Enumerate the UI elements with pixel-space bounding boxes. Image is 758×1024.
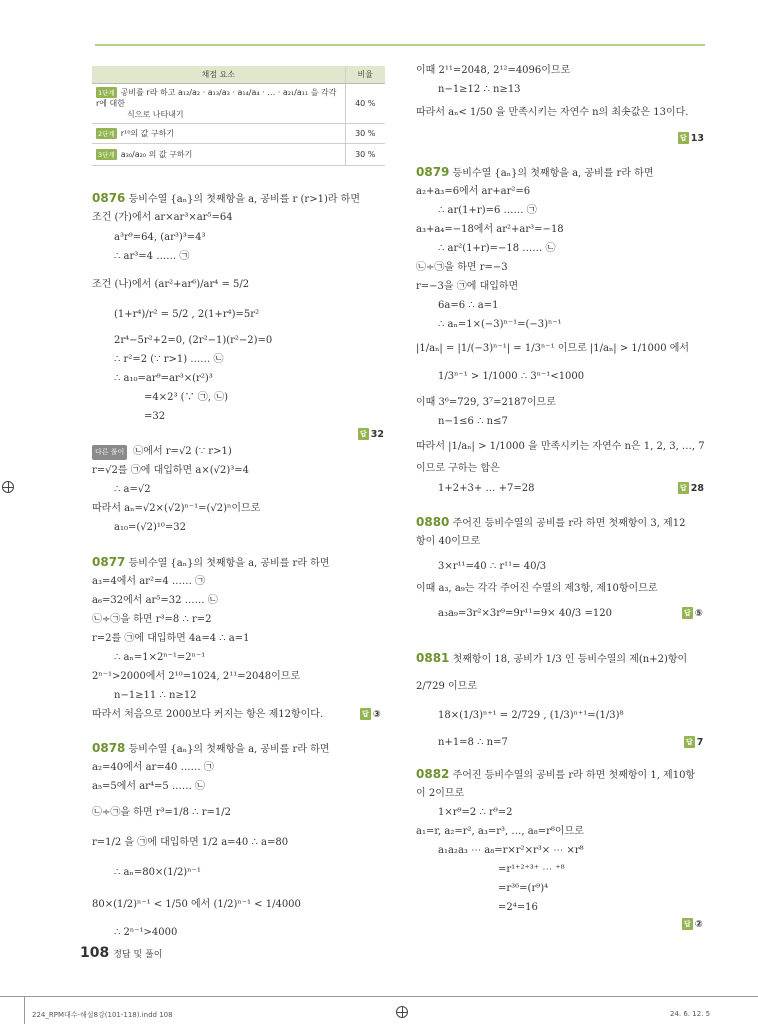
solution-line: ∴ r²=2 (∵ r>1) …… ㉡ bbox=[114, 354, 224, 365]
solution-line: r=2를 ㉠에 대입하면 4a=4 ∴ a=1 bbox=[92, 633, 250, 644]
problem-line bbox=[92, 192, 360, 206]
answer-value: 32 bbox=[370, 429, 384, 440]
solution-line: 조건 (가)에서 ar×ar³×ar⁵=64 bbox=[92, 212, 233, 223]
solution-line: a₃=4에서 ar²=4 …… ㉠ bbox=[92, 576, 206, 587]
row-ratio: 30 % bbox=[345, 143, 385, 165]
solution-line: a₃+a₄=−18에서 ar²+ar³=−18 bbox=[416, 224, 564, 235]
solution-line: 항이 40이므로 bbox=[416, 536, 481, 547]
problem-line bbox=[416, 768, 695, 782]
step-badge: 1단계 bbox=[98, 88, 115, 97]
table-row bbox=[92, 83, 385, 123]
answer-badge: 답 bbox=[360, 430, 367, 438]
solution-line: ∴ a₁₀=ar⁹=ar³×(r²)³ bbox=[114, 373, 213, 384]
solution-line: 따라서 aₙ< 1/50 을 만족시키는 자연수 n의 최솟값은 13이다. bbox=[416, 107, 689, 118]
answer-mark bbox=[358, 428, 384, 440]
solution-line: n+1=8 ∴ n=7 bbox=[438, 737, 508, 748]
solution-line: 1×r⁹=2 ∴ r⁹=2 bbox=[438, 807, 513, 818]
registration-mark-icon bbox=[396, 1006, 408, 1018]
solution-line: 이므로 구하는 합은 bbox=[416, 463, 500, 474]
solution-line: 이 2이므로 bbox=[416, 788, 465, 799]
solution-line: =2⁴=16 bbox=[498, 902, 538, 913]
solution-line: ㉡÷㉠을 하면 r=−3 bbox=[416, 262, 508, 273]
solution-line: n−1≤6 ∴ n≤7 bbox=[438, 416, 508, 427]
solution-line: a₂+a₃=6에서 ar+ar²=6 bbox=[416, 186, 531, 197]
solution-line: a₂=40에서 ar=40 …… ㉠ bbox=[92, 762, 214, 773]
solution-line: n−1≥11 ∴ n≥12 bbox=[114, 690, 197, 701]
solution-line: ∴ ar²(1+r)=−18 …… ㉡ bbox=[438, 243, 556, 254]
answer-mark bbox=[682, 918, 703, 930]
step-badge: 2단계 bbox=[98, 129, 115, 138]
problem-line bbox=[92, 742, 330, 756]
table-header-element: 채점 요소 bbox=[92, 66, 345, 83]
solution-line: 1/3ⁿ⁻¹ > 1/1000 ∴ 3ⁿ⁻¹<1000 bbox=[438, 371, 585, 382]
solution-line: =r³⁶=(r⁹)⁴ bbox=[498, 883, 549, 894]
solution-line: ∴ aₙ=80×(1/2)ⁿ⁻¹ bbox=[114, 867, 201, 878]
solution-line: 2r⁴−5r²+2=0, (2r²−1)(r²−2)=0 bbox=[114, 335, 273, 346]
solution-line: 6a=6 ∴ a=1 bbox=[438, 300, 499, 311]
solution-line: a³r⁹=64, (ar³)³=4³ bbox=[114, 232, 206, 243]
answer-badge: 답 bbox=[684, 920, 691, 928]
answer-badge: 답 bbox=[686, 738, 693, 746]
solution-line: 따라서 |1/aₙ| > 1/1000 을 만족시키는 자연수 n은 1, 2, 3, …, 7 bbox=[416, 441, 705, 452]
problem-number: 0882 bbox=[416, 767, 450, 781]
answer-badge: 답 bbox=[684, 609, 691, 617]
answer-mark bbox=[684, 736, 703, 748]
answer-mark bbox=[678, 132, 704, 144]
line-text: 등비수열 {aₙ}의 첫째항을 a, 공비를 r라 하면 bbox=[128, 558, 330, 569]
solution-line: ∴ ar(1+r)=6 …… ㉠ bbox=[438, 205, 537, 216]
problem-number: 0879 bbox=[416, 165, 450, 179]
line-text: ㉡에서 r=√2 (∵ r>1) bbox=[133, 446, 232, 457]
solution-line: 이때 2¹¹=2048, 2¹²=4096이므로 bbox=[416, 65, 571, 76]
answer-badge: 답 bbox=[680, 134, 687, 142]
slug-date: 24. 6. 12. 5 bbox=[670, 1010, 711, 1018]
answer-value: 28 bbox=[690, 483, 704, 494]
solution-line: r=√2를 ㉠에 대입하면 a×(√2)³=4 bbox=[92, 465, 250, 476]
solution-line: a₅=5에서 ar⁴=5 …… ㉡ bbox=[92, 781, 206, 792]
answer-mark bbox=[360, 708, 381, 720]
answer-badge: 답 bbox=[680, 484, 687, 492]
problem-line bbox=[92, 556, 330, 570]
footer-label: 정답 및 풀이 bbox=[113, 950, 163, 960]
answer-value: ② bbox=[694, 919, 703, 930]
line-text: 등비수열 {aₙ}의 첫째항을 a, 공비를 r (r>1)라 하면 bbox=[128, 194, 361, 205]
solution-line: 따라서 aₙ=√2×(√2)ⁿ⁻¹=(√2)ⁿ이므로 bbox=[92, 503, 261, 514]
solution-line: 조건 (나)에서 (ar²+ar⁶)/ar⁴ = 5/2 bbox=[92, 279, 250, 290]
solution-line: =32 bbox=[144, 411, 166, 422]
table-row bbox=[92, 143, 385, 165]
page-number: 108 bbox=[80, 945, 110, 961]
solution-line: |1/aₙ| = |1/(−3)ⁿ⁻¹| = 1/3ⁿ⁻¹ 이므로 |1/aₙ| > 1/1000 에서 bbox=[416, 343, 690, 354]
solution-line: 이때 3⁶=729, 3⁷=2187이므로 bbox=[416, 397, 556, 408]
solution-line: ∴ a=√2 bbox=[114, 484, 151, 495]
solution-line: 2ⁿ⁻¹>2000에서 2¹⁰=1024, 2¹¹=2048이므로 bbox=[92, 671, 301, 682]
line-text: 주어진 등비수열의 공비를 r라 하면 첫째항이 3, 제12 bbox=[452, 518, 686, 529]
row-text: 공비를 r라 하고 a₁₂/a₂ · a₁₃/a₃ · a₁₄/a₄ · … · a₂₁/a₁₁ 을 각각 r에 대한 bbox=[96, 87, 337, 108]
answer-value: 7 bbox=[696, 737, 704, 748]
row-text: 식으로 나타내기 bbox=[127, 109, 184, 119]
solution-line: ㉡÷㉠을 하면 r³=1/8 ∴ r=1/2 bbox=[92, 807, 231, 818]
problem-number: 0878 bbox=[92, 741, 126, 755]
table-header-ratio: 비율 bbox=[345, 66, 385, 83]
top-rule bbox=[95, 44, 705, 46]
answer-value: 13 bbox=[690, 133, 704, 144]
solution-line: r=−3을 ㉠에 대입하면 bbox=[416, 281, 519, 292]
table-row bbox=[92, 123, 385, 143]
problem-number: 0881 bbox=[416, 651, 450, 665]
solution-line: 18×(1/3)ⁿ⁺¹ = 2/729 , (1/3)ⁿ⁺¹=(1/3)⁸ bbox=[438, 710, 624, 721]
page-footer bbox=[80, 945, 162, 961]
answer-value: ⑤ bbox=[694, 608, 703, 619]
crop-mark bbox=[24, 996, 25, 1024]
answer-value: ③ bbox=[372, 709, 381, 720]
solution-line: =4×2³ (∵ ㉠, ㉡) bbox=[144, 392, 229, 403]
problem-line bbox=[416, 166, 654, 180]
solution-line: n−1≥12 ∴ n≥13 bbox=[438, 84, 521, 95]
solution-line bbox=[92, 445, 232, 460]
answer-badge: 답 bbox=[362, 710, 369, 718]
problem-line bbox=[416, 652, 687, 666]
solution-line: 따라서 처음으로 2000보다 커지는 항은 제12항이다. bbox=[92, 709, 324, 720]
step-badge: 3단계 bbox=[98, 150, 115, 159]
answer-mark bbox=[682, 607, 703, 619]
line-text: 등비수열 {aₙ}의 첫째항을 a, 공비를 r라 하면 bbox=[128, 744, 330, 755]
crop-line bbox=[0, 996, 758, 997]
problem-number: 0876 bbox=[92, 191, 126, 205]
solution-line: 3×r¹¹=40 ∴ r¹¹= 40/3 bbox=[438, 561, 547, 572]
solution-line: 1+2+3+ … +7=28 bbox=[438, 483, 535, 494]
line-text: 등비수열 {aₙ}의 첫째항을 a, 공비를 r라 하면 bbox=[452, 168, 654, 179]
solution-line: ∴ aₙ=1×(−3)ⁿ⁻¹=(−3)ⁿ⁻¹ bbox=[438, 319, 562, 330]
problem-line bbox=[416, 516, 685, 530]
solution-line: ∴ ar³=4 …… ㉠ bbox=[114, 251, 190, 262]
registration-mark-icon bbox=[2, 481, 14, 493]
solution-line: a₆=32에서 ar⁵=32 …… ㉡ bbox=[92, 595, 218, 606]
solution-line: 이때 a₃, a₉는 각각 주어진 수열의 제3항, 제10항이므로 bbox=[416, 583, 658, 594]
solution-line: ∴ aₙ=1×2ⁿ⁻¹=2ⁿ⁻¹ bbox=[114, 652, 206, 663]
solution-line: 80×(1/2)ⁿ⁻¹ < 1/50 에서 (1/2)ⁿ⁻¹ < 1/4000 bbox=[92, 899, 301, 910]
solution-line: ∴ 2ⁿ⁻¹>4000 bbox=[114, 927, 178, 938]
slug-file: 224_RPM대수-해설8강(101-118).indd 108 bbox=[32, 1011, 173, 1019]
line-text: 첫째항이 18, 공비가 1/3 인 등비수열의 제(n+2)항이 bbox=[452, 654, 688, 665]
solution-line: 2/729 이므로 bbox=[416, 681, 477, 692]
grading-table bbox=[92, 66, 385, 166]
row-ratio: 40 % bbox=[345, 83, 385, 123]
solution-line: a₁=r, a₂=r², a₃=r³, …, a₈=r⁸이므로 bbox=[416, 826, 584, 837]
solution-line: r=1/2 을 ㉠에 대입하면 1/2 a=40 ∴ a=80 bbox=[92, 837, 289, 848]
solution-line: a₃a₉=3r²×3r⁹=9r¹¹=9× 40/3 =120 bbox=[438, 608, 612, 619]
solution-line: a₁₀=(√2)¹⁰=32 bbox=[114, 522, 187, 533]
solution-line: a₁a₂a₃ ⋯ a₈=r×r²×r³× ⋯ ×r⁸ bbox=[438, 845, 584, 856]
answer-mark bbox=[678, 482, 704, 494]
row-ratio: 30 % bbox=[345, 123, 385, 143]
row-text: a₃₀/a₂₀ 의 값 구하기 bbox=[120, 149, 193, 159]
solution-line: ㉡÷㉠을 하면 r³=8 ∴ r=2 bbox=[92, 614, 212, 625]
problem-number: 0880 bbox=[416, 515, 450, 529]
alt-solution-tag: 다른 풀이 bbox=[92, 445, 127, 460]
solution-line: (1+r⁴)/r² = 5/2 , 2(1+r⁴)=5r² bbox=[114, 309, 260, 320]
row-text: r¹⁰의 값 구하기 bbox=[120, 128, 175, 138]
problem-number: 0877 bbox=[92, 555, 126, 569]
line-text: 주어진 등비수열의 공비를 r라 하면 첫째항이 1, 제10항 bbox=[452, 770, 696, 781]
solution-line: =r¹⁺²⁺³⁺ ⋯ ⁺⁸ bbox=[498, 864, 565, 875]
